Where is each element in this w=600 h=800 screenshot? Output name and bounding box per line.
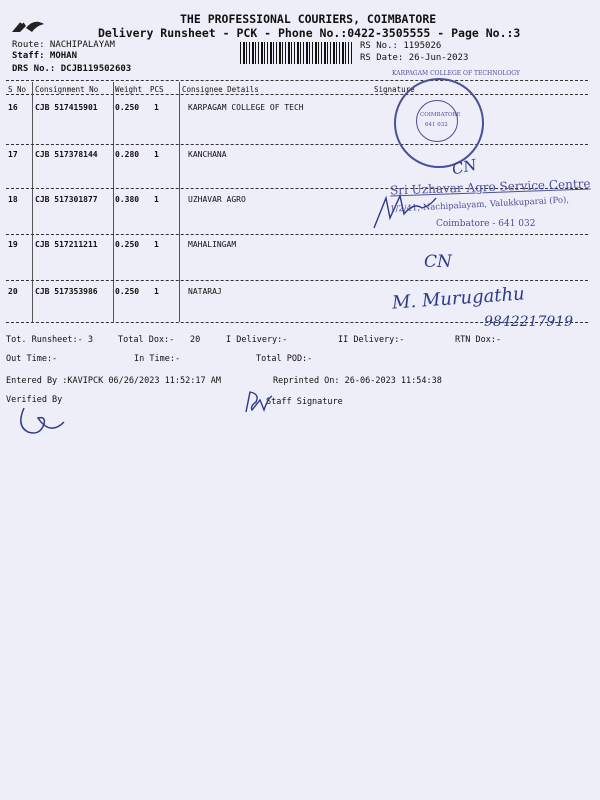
signature-row20: M. Murugathu (391, 283, 526, 314)
route: Route: NACHIPALAYAM (12, 40, 115, 50)
row-weight: 0.250 (115, 103, 140, 112)
row-pcs: 1 (154, 240, 159, 249)
return-docs: RTN Dox:- (455, 335, 502, 345)
row-consignee: NATARAJ (188, 287, 222, 296)
row-sno: 18 (8, 195, 18, 204)
col-weight: Weight (115, 85, 143, 94)
col-signature: Signature (374, 85, 415, 94)
barcode (240, 42, 352, 64)
first-delivery: I Delivery:- (226, 335, 288, 345)
handwritten-phone-row20: 9842217919 (484, 314, 574, 330)
row-weight: 0.380 (115, 195, 140, 204)
college-stamp-city: COIMBATORE (420, 112, 461, 118)
staff: Staff: MOHAN (12, 51, 78, 61)
row-rule (6, 234, 588, 235)
college-stamp-center (416, 100, 458, 142)
total-pod: Total POD:- (256, 354, 313, 364)
row-consignee: UZHAVAR AGRO (188, 195, 246, 204)
row-consignment: CJB 517415901 (35, 103, 98, 112)
row-sno: 16 (8, 103, 18, 112)
verified-by: Verified By (6, 395, 63, 405)
row-sno: 20 (8, 287, 18, 296)
staff-signature-mark (240, 388, 274, 416)
row-sno: 17 (8, 150, 18, 159)
total-runsheet: Tot. Runsheet:- 3 (6, 335, 93, 345)
row-consignment: CJB 517301877 (35, 195, 98, 204)
col-divider (113, 82, 114, 322)
college-stamp-pin: 641 032 (425, 122, 448, 128)
col-pcs: PCS (150, 85, 164, 94)
table-top-rule (6, 80, 588, 81)
handwritten-mark-row19: CN (424, 252, 452, 272)
agro-stamp-name: Sri Uzhavar Agro Service Centre (389, 176, 591, 198)
row-rule (6, 280, 588, 281)
row-pcs: 1 (154, 150, 159, 159)
reprinted-on: Reprinted On: 26-06-2023 11:54:38 (273, 376, 442, 386)
in-time: In Time:- (134, 354, 181, 364)
row-pcs: 1 (154, 195, 159, 204)
drs-number: DRS No.: DCJB119502603 (12, 64, 132, 74)
row-consignment: CJB 517211211 (35, 240, 98, 249)
row-rule (6, 144, 588, 145)
agro-stamp-city: Coimbatore - 641 032 (436, 219, 536, 229)
row-consignee: KANCHANA (188, 150, 227, 159)
row-pcs: 1 (154, 103, 159, 112)
row-consignment: CJB 517353986 (35, 287, 98, 296)
courier-logo-icon (10, 16, 46, 36)
rs-date: RS Date: 26-Jun-2023 (360, 53, 469, 63)
row-consignment: CJB 517378144 (35, 150, 98, 159)
row-sno: 19 (8, 240, 18, 249)
row-weight: 0.250 (115, 287, 140, 296)
col-divider (32, 82, 33, 322)
row-consignee: MAHALINGAM (188, 240, 237, 249)
row-consignee: KARPAGAM COLLEGE OF TECH (188, 103, 304, 112)
signature-row18 (370, 188, 440, 232)
second-delivery: II Delivery:- (338, 335, 405, 345)
agro-stamp-address: 1/2/41, Nachipalayam, Valukkuparai (Po), (389, 195, 570, 215)
row-pcs: 1 (154, 287, 159, 296)
row-weight: 0.280 (115, 150, 140, 159)
college-stamp-ring: KARPAGAM COLLEGE OF TECHNOLOGY (392, 70, 520, 77)
col-divider (179, 82, 180, 322)
total-docs-label: Total Dox:- (118, 335, 175, 345)
entered-by: Entered By :KAVIPCK 06/26/2023 11:52:17 AM (6, 376, 221, 386)
verifier-signature (14, 400, 70, 440)
company-name: THE PROFESSIONAL COURIERS, COIMBATORE (180, 12, 437, 26)
col-consignment: Consignment No (35, 85, 99, 94)
runsheet-subtitle: Delivery Runsheet - PCK - Phone No.:0422-3505555 - Page No.:3 (98, 26, 521, 40)
col-sno: S No (8, 85, 27, 94)
staff-signature: Staff Signature (266, 397, 343, 407)
handwritten-mark-row17: CN (450, 155, 479, 179)
rs-number: RS No.: 1195026 (360, 41, 442, 51)
col-consignee: Consignee Details (182, 85, 259, 94)
out-time: Out Time:- (6, 354, 58, 364)
total-docs-value: 20 (190, 335, 201, 345)
row-weight: 0.250 (115, 240, 140, 249)
header-rule (6, 94, 588, 95)
